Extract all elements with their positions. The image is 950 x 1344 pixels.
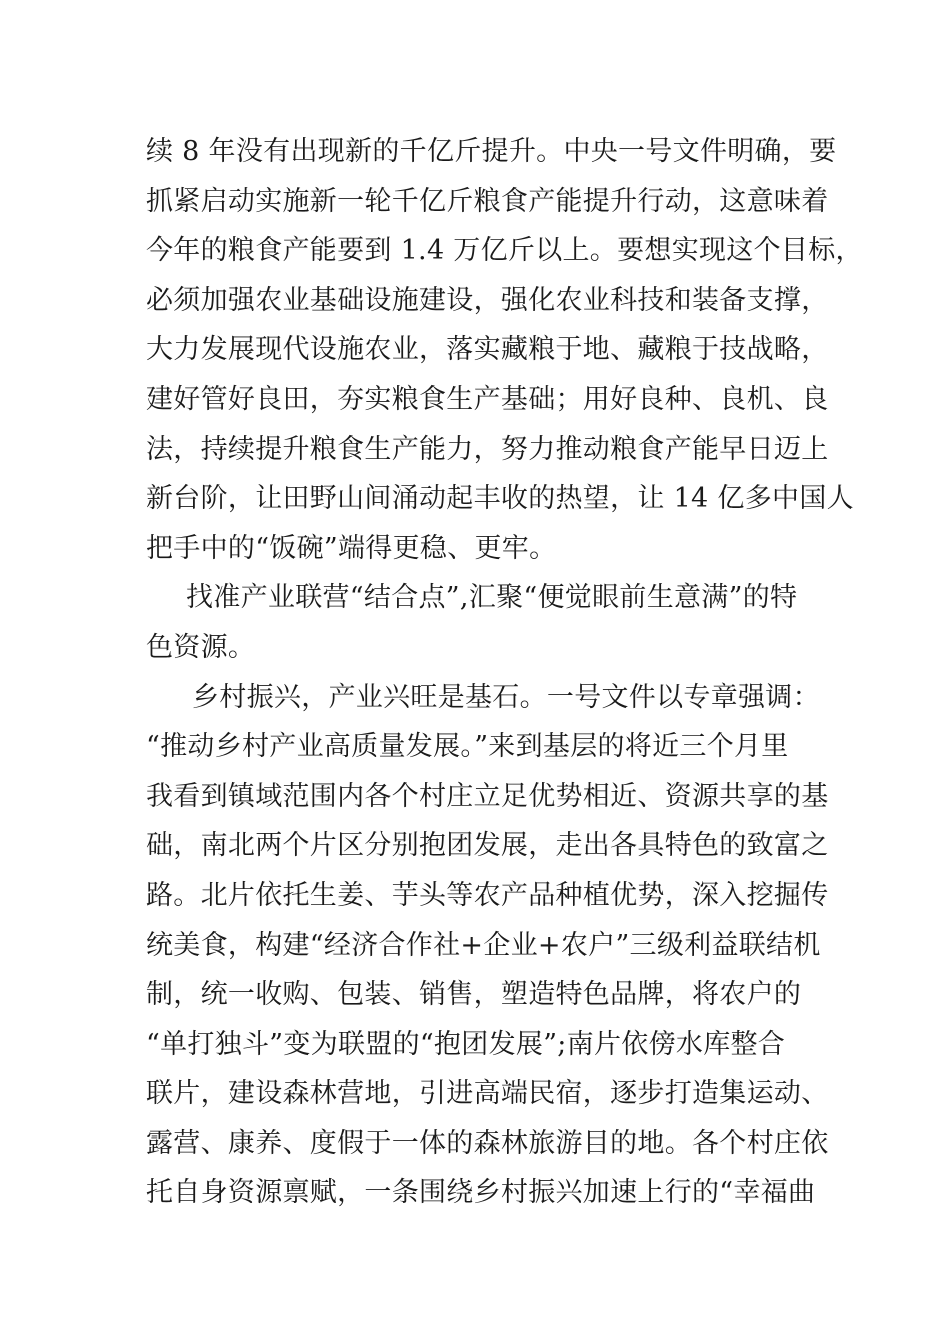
text-line: 础，南北两个片区分别抱团发展，走出各具特色的致富之 bbox=[146, 830, 829, 862]
text-line: 法，持续提升粮食生产能力，努力推动粮食产能早日迈上 bbox=[146, 433, 829, 465]
paragraph-grain-capacity bbox=[146, 127, 863, 573]
text-line: 我看到镇域范围内各个村庄立足优势相近、资源共享的基 bbox=[146, 780, 829, 812]
text-line: 建好管好良田，夯实粮食生产基础；用好良种、良机、良 bbox=[146, 383, 829, 415]
paragraph-rural-revitalization bbox=[146, 673, 836, 1219]
text-line: 把手中的“饭碗”端得更稳、更牢。 bbox=[146, 532, 557, 564]
text-line: 新台阶，让田野山间涌动起丰收的热望，让 14 亿多中国人 bbox=[146, 483, 854, 515]
body-text bbox=[146, 127, 863, 1218]
heading-line: 色资源。 bbox=[146, 631, 256, 663]
text-line: 联片，建设森林营地，引进高端民宿，逐步打造集运动、 bbox=[146, 1078, 829, 1110]
heading-line: 找准产业联营“结合点”,汇聚“便觉眼前生意满”的特 bbox=[186, 582, 798, 614]
text-line: 今年的粮食产能要到 1.4 万亿斤以上。要想实现这个目标， bbox=[146, 235, 863, 267]
text-line: 露营、康养、度假于一体的森林旅游目的地。各个村庄依 bbox=[146, 1127, 829, 1159]
text-line: 抓紧启动实施新一轮千亿斤粮食产能提升行动，这意味着 bbox=[146, 185, 829, 217]
text-line: “推动乡村产业高质量发展。”来到基层的将近三个月里 bbox=[146, 731, 789, 763]
text-line: 制，统一收购、包装、销售，塑造特色品牌，将农户的 bbox=[146, 979, 802, 1011]
text-line: 托自身资源禀赋，一条围绕乡村振兴加速上行的“幸福曲 bbox=[146, 1177, 816, 1209]
text-line: 路。北片依托生姜、芋头等农产品种植优势，深入挖掘传 bbox=[146, 879, 829, 911]
text-line: 必须加强农业基础设施建设，强化农业科技和装备支撑， bbox=[146, 284, 829, 316]
text-line: 乡村振兴，产业兴旺是基石。一号文件以专章强调： bbox=[192, 681, 820, 713]
text-line: “单打独斗”变为联盟的“抱团发展”;南片依傍水库整合 bbox=[146, 1028, 786, 1060]
text-line: 大力发展现代设施农业，落实藏粮于地、藏粮于技战略， bbox=[146, 334, 829, 366]
text-line: 续 8 年没有出现新的千亿斤提升。中央一号文件明确，要 bbox=[146, 136, 837, 167]
text-line: 统美食，构建“经济合作社+企业+农户”三级利益联结机 bbox=[146, 929, 821, 961]
section-heading-industry bbox=[146, 573, 836, 672]
